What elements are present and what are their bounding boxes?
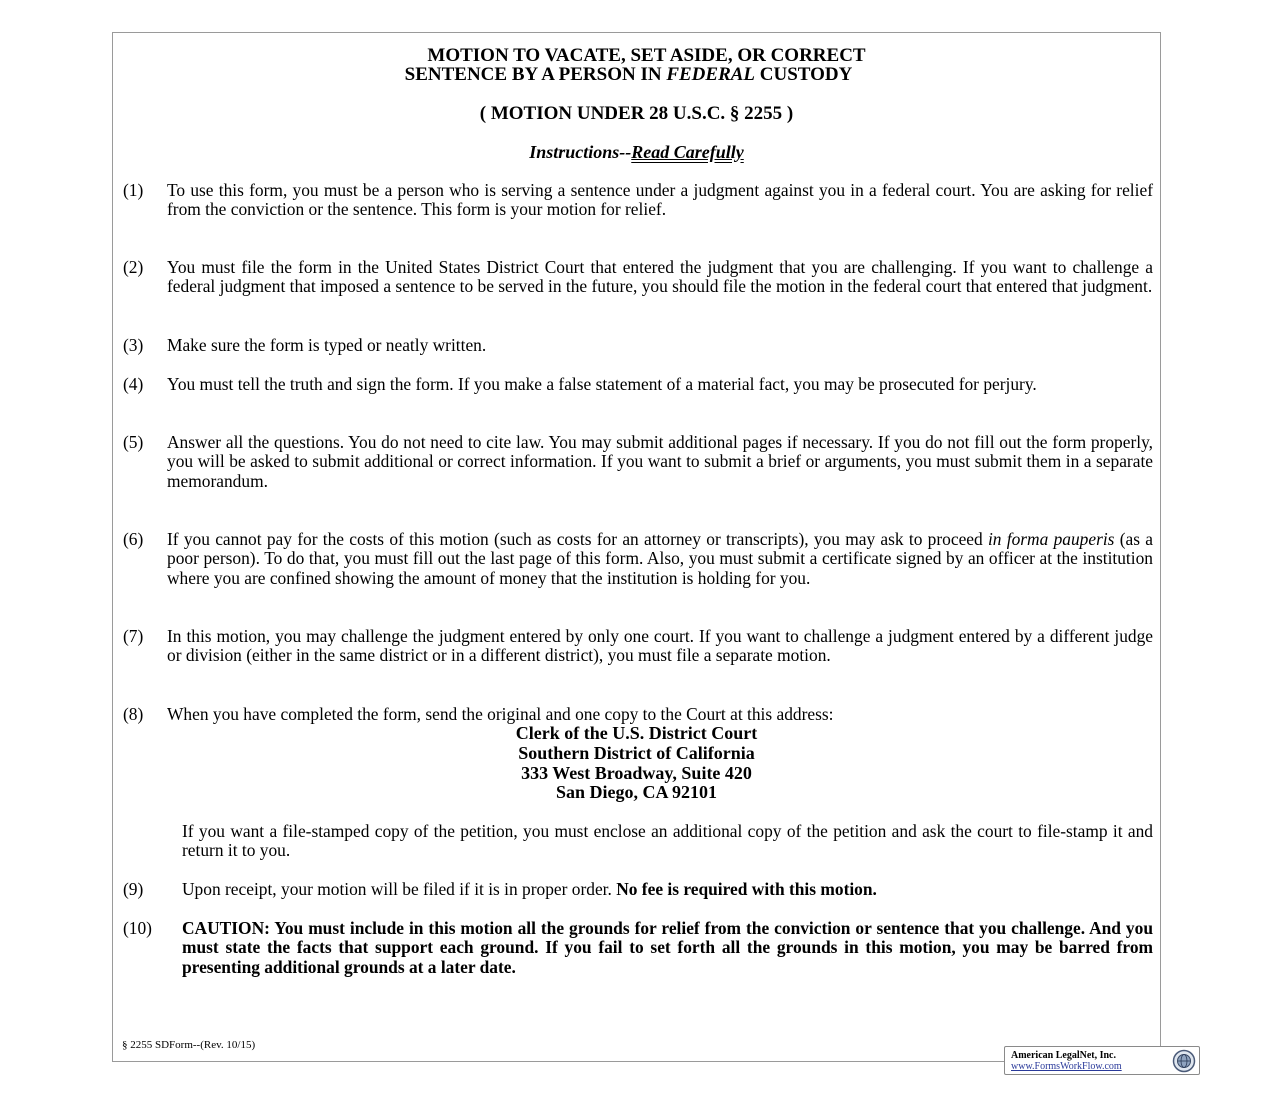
item-number: (8): [123, 704, 144, 724]
item-text: Make sure the form is typed or neatly written.: [167, 335, 487, 355]
form-title-line2: [113, 65, 1160, 84]
item-6-text-start: If you cannot pay for the costs of this motion (such as costs for an attorney or transcripts), you may ask to proceed: [167, 529, 988, 549]
item-text: In this motion, you may challenge the judgment entered by only one court. If you want to challenge a judgment entered by a different judge or division (either in the same district or in a different district), you must file a separate motion.: [167, 626, 1153, 666]
form-statute-line: ( MOTION UNDER 28 U.S.C. § 2255 ): [479, 103, 794, 124]
instruction-item-3: [123, 336, 1153, 355]
item-text: To use this form, you must be a person who is serving a sentence under a judgment against you in a federal court. You are asking for relief from the conviction or the sentence. This form is your motion for relief.: [167, 180, 1153, 220]
item-text: Answer all the questions. You do not need to cite law. You may submit additional pages if necessary. If you do not fill out the form properly, you will be asked to submit additional or correct information. If you want to submit a brief or arguments, you must submit them in a separate memorandum.: [167, 432, 1153, 491]
instruction-item-9: [123, 880, 1153, 899]
item-number: (4): [123, 374, 144, 394]
caution-text: CAUTION: You must include in this motion all the grounds for relief from the conviction or sentence that you challenge. And you must state the facts that support each ground. If you fail to set forth all the grounds in this motion, you may be barred from presenting additional grounds at a later date.: [182, 918, 1153, 977]
item-6-latin-term: in forma pauperis: [987, 529, 1115, 549]
instructions-heading: [113, 143, 1160, 162]
court-address-line3: 333 West Broadway, Suite 420: [521, 763, 752, 783]
globe-icon: [1172, 1049, 1196, 1073]
instruction-item-1: [123, 181, 1153, 220]
instructions-prefix: Instructions--: [529, 142, 632, 162]
court-address-line2: Southern District of California: [518, 743, 755, 763]
instruction-item-4: [123, 375, 1153, 394]
american-legalnet-logo[interactable]: [1004, 1046, 1200, 1075]
item-number: (5): [123, 432, 144, 452]
item-9-text: Upon receipt, your motion will be filed if it is in proper order.: [182, 879, 612, 899]
item-text: [167, 530, 1153, 588]
item-text: When you have completed the form, send the original and one copy to the Court at this address:: [167, 704, 834, 724]
item-number: (3): [123, 335, 144, 355]
logo-website-link[interactable]: www.FormsWorkFlow.com: [1011, 1061, 1122, 1072]
title-line2-italic: FEDERAL: [666, 64, 756, 85]
item-number: (10): [123, 918, 152, 938]
item-number: (1): [123, 180, 144, 200]
instruction-item-7: [123, 627, 1153, 666]
instruction-item-2: [123, 258, 1153, 297]
item-6-text-end: (as a poor person). To do that, you must fill out the last page of this form. Also, you must submit a certificate signed by an officer at the institution where you are confined showing the amount of money that the institution is holding for you.: [167, 529, 1153, 588]
instruction-item-6: [123, 530, 1153, 588]
logo-company-name: American LegalNet, Inc.: [1011, 1050, 1116, 1061]
court-address-line4: San Diego, CA 92101: [555, 782, 717, 802]
instructions-emphasis: Read Carefully: [631, 142, 744, 162]
instruction-item-10: [123, 919, 1153, 977]
item-number: (7): [123, 626, 144, 646]
item-number: (6): [123, 529, 144, 549]
instruction-item-5: [123, 433, 1153, 491]
stamped-copy-text: If you want a file-stamped copy of the petition, you must enclose an additional copy of the petition and ask the court to file-stamp it and return it to you.: [182, 821, 1153, 861]
item-text: You must tell the truth and sign the form. If you make a false statement of a material fact, you may be prosecuted for perjury.: [167, 374, 1037, 394]
item-text: You must file the form in the United States District Court that entered the judgment that you are challenging. If you want to challenge a federal judgment that imposed a sentence to be served in the future, you should file the motion in the federal court that entered that judgment.: [167, 257, 1153, 297]
court-address-line1: Clerk of the U.S. District Court: [515, 723, 758, 743]
title-line2-end: CUSTODY: [755, 64, 853, 85]
form-title-line1: MOTION TO VACATE, SET ASIDE, OR CORRECT: [427, 45, 866, 66]
item-9-bold-text: No fee is required with this motion.: [616, 879, 877, 899]
stamped-copy-note: [123, 822, 1153, 861]
item-text: [182, 880, 1153, 899]
form-page: [112, 32, 1161, 1062]
title-line2-start: SENTENCE BY A PERSON IN: [404, 64, 667, 85]
item-number: (9): [123, 879, 144, 899]
form-revision-footer: § 2255 SDForm--(Rev. 10/15): [122, 1039, 256, 1051]
item-number: (2): [123, 257, 144, 277]
instruction-item-8: [123, 705, 1153, 724]
